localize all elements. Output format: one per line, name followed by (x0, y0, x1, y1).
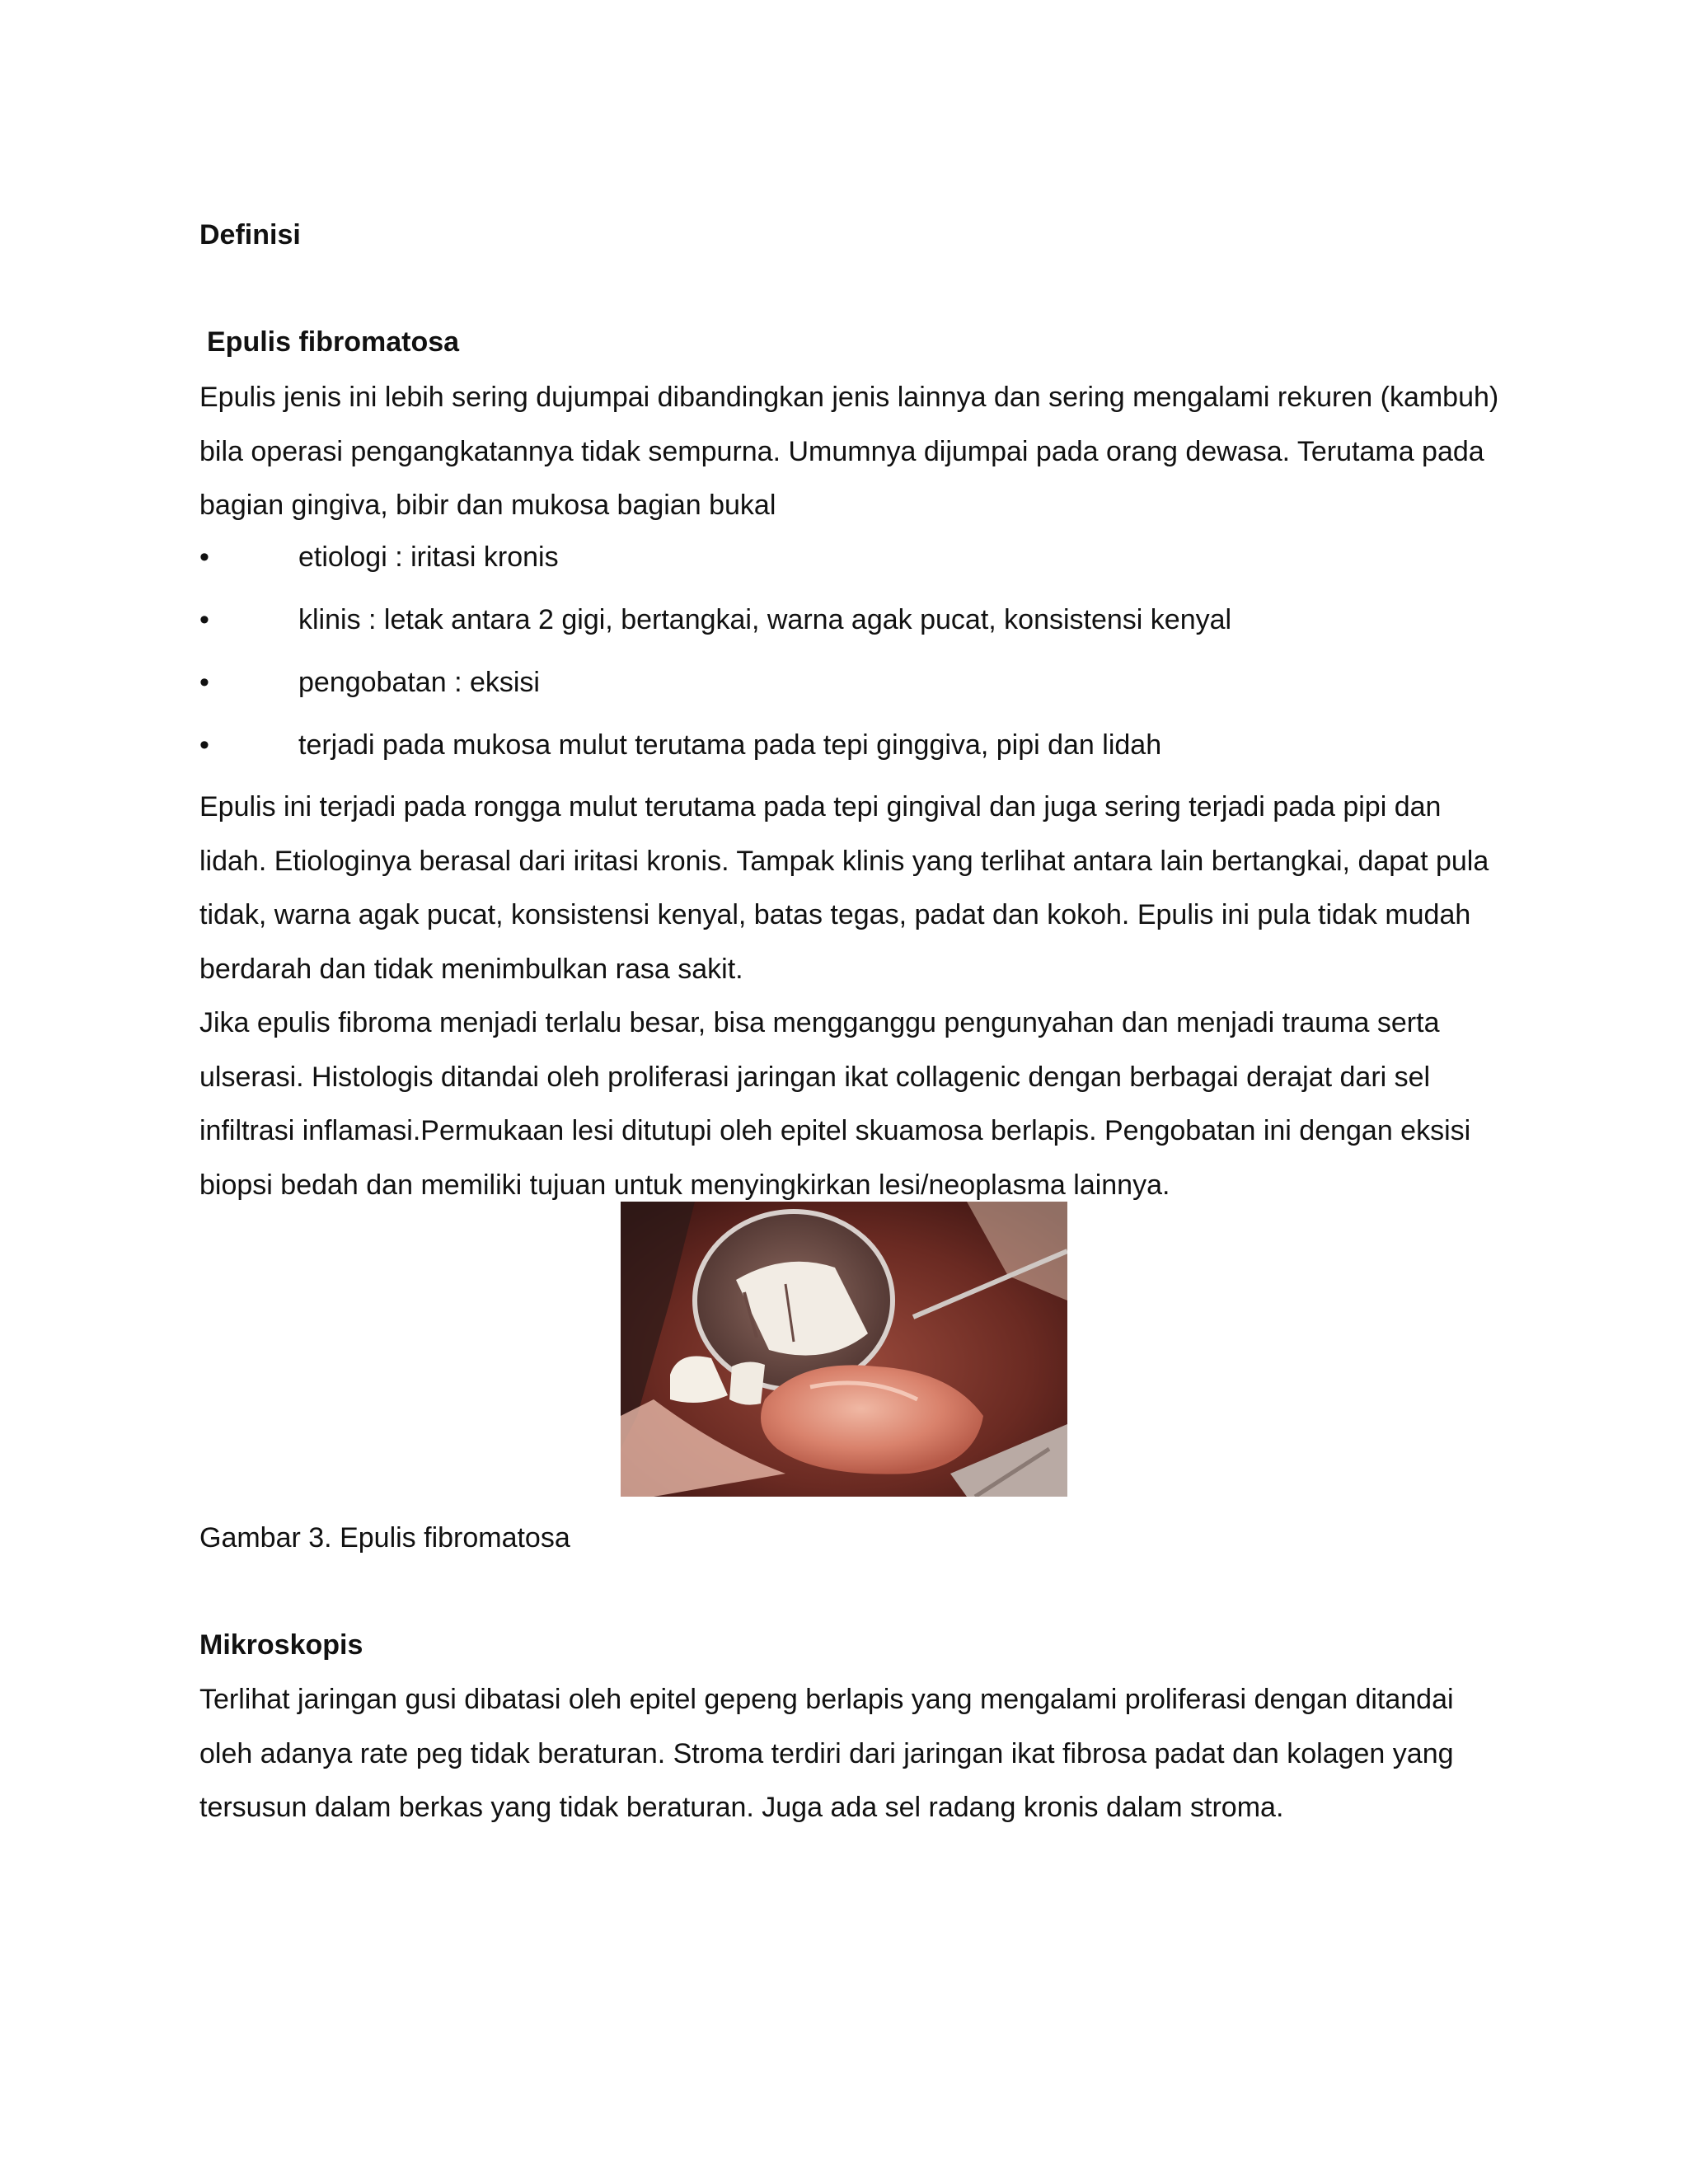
intro-line: Epulis jenis ini lebih sering dujumpai dibandingkan jenis lainnya dan sering mengalami rekuren (kambuh) (199, 382, 1499, 413)
body-line: Terlihat jaringan gusi dibatasi oleh epitel gepeng berlapis yang mengalami proliferasi dengan ditandai (199, 1684, 1454, 1715)
section-title-epulis-fibromatosa: Epulis fibromatosa (207, 326, 460, 358)
body-line: ulserasi. Histologis ditandai oleh proliferasi jaringan ikat collagenic dengan berbagai derajat dari sel (199, 1061, 1431, 1093)
heading-definisi: Definisi (199, 219, 301, 251)
figure-caption: Gambar 3. Epulis fibromatosa (199, 1522, 570, 1554)
bullet-icon: • (199, 667, 209, 698)
list-item (199, 714, 1518, 776)
body-line: biopsi bedah dan memiliki tujuan untuk menyingkirkan lesi/neoplasma lainnya. (199, 1169, 1170, 1201)
bullet-text: etiologi : iritasi kronis (298, 541, 559, 573)
mikroskopis-paragraph (199, 1673, 1518, 1835)
list-item (199, 588, 1518, 651)
intro-line: bila operasi pengangkatannya tidak sempurna. Umumnya dijumpai pada orang dewasa. Terutama pada (199, 435, 1484, 467)
body-line: oleh adanya rate peg tidak beraturan. Stroma terdiri dari jaringan ikat fibrosa padat dan kolagen yang (199, 1737, 1454, 1769)
section-title-mikroskopis: Mikroskopis (199, 1629, 363, 1661)
intro-paragraph (199, 371, 1518, 533)
body-line: Jika epulis fibroma menjadi terlalu besar, bisa mengganggu pengunyahan dan menjadi trauma serta (199, 1007, 1440, 1038)
list-item (199, 526, 1518, 588)
intro-line: bagian gingiva, bibir dan mukosa bagian bukal (199, 490, 776, 521)
body-line: lidah. Etiologinya berasal dari iritasi kronis. Tampak klinis yang terlihat antara lain bertangkai, dapat pula (199, 845, 1489, 877)
body-line: tidak, warna agak pucat, konsistensi kenyal, batas tegas, padat dan kokoh. Epulis ini pula tidak mudah (199, 899, 1471, 930)
bullet-list (199, 526, 1518, 776)
list-item (199, 651, 1518, 714)
body-line: Epulis ini terjadi pada rongga mulut terutama pada tepi gingival dan juga sering terjadi pada pipi dan (199, 791, 1442, 823)
body-line: berdarah dan tidak menimbulkan rasa sakit. (199, 953, 743, 985)
figure-image-epulis (621, 1202, 1067, 1497)
bullet-text: terjadi pada mukosa mulut terutama pada tepi ginggiva, pipi dan lidah (298, 729, 1162, 761)
bullet-icon: • (199, 604, 209, 635)
bullet-icon: • (199, 541, 209, 573)
body-paragraph (199, 780, 1518, 1212)
bullet-text: klinis : letak antara 2 gigi, bertangkai, warna agak pucat, konsistensi kenyal (298, 604, 1232, 635)
body-line: infiltrasi inflamasi.Permukaan lesi ditutupi oleh epitel skuamosa berlapis. Pengobatan ini dengan eksisi (199, 1115, 1471, 1146)
body-line: tersusun dalam berkas yang tidak beraturan. Juga ada sel radang kronis dalam stroma. (199, 1792, 1284, 1823)
bullet-text: pengobatan : eksisi (298, 667, 540, 698)
bullet-icon: • (199, 729, 209, 761)
